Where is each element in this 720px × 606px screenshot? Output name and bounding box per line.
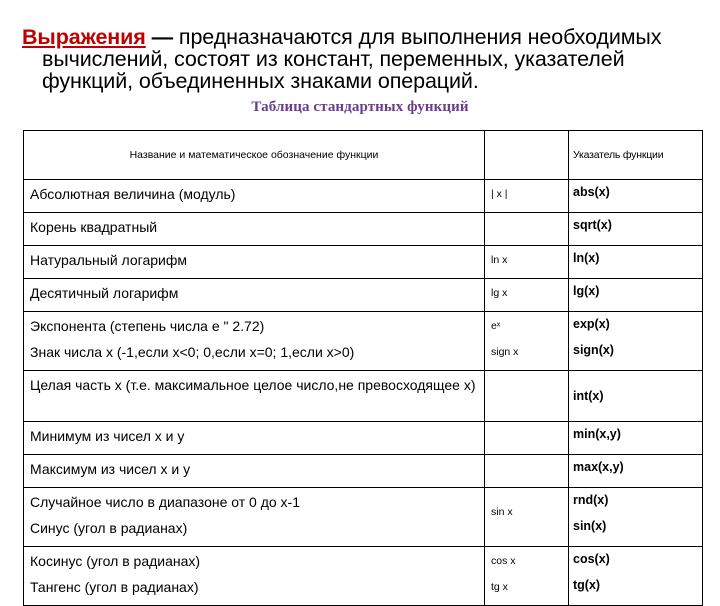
table-row bbox=[24, 312, 703, 371]
table-row bbox=[24, 213, 703, 246]
function-pointer-text: sqrt(x) bbox=[573, 218, 612, 232]
table-row bbox=[24, 547, 703, 606]
function-pointer-text: sin(x) bbox=[573, 519, 607, 533]
function-symbol-cell bbox=[485, 312, 569, 371]
function-symbol-text: | x | bbox=[491, 188, 508, 200]
function-name-text: Натуральный логарифм bbox=[30, 252, 187, 268]
function-name-cell bbox=[24, 246, 485, 279]
function-pointer-cell bbox=[569, 488, 703, 547]
function-pointer-cell bbox=[569, 455, 703, 488]
intro-line-1-rest: предназначаются для выполнения необходимых bbox=[178, 25, 662, 49]
function-name-text: Случайное число в диапазоне от 0 до x-1 bbox=[30, 494, 301, 510]
table-row bbox=[24, 246, 703, 279]
function-name-text: Минимум из чисел x и y bbox=[30, 428, 185, 444]
function-name-cell bbox=[24, 213, 485, 246]
table-row bbox=[24, 279, 703, 312]
term-expressions: Выражения bbox=[22, 25, 146, 49]
function-symbol-text: cos x bbox=[491, 555, 516, 567]
function-name-cell bbox=[24, 279, 485, 312]
function-name-cell bbox=[24, 422, 485, 455]
function-name-text: Максимум из чисел x и y bbox=[30, 461, 191, 477]
table-header-row bbox=[24, 131, 703, 180]
function-name-text: Синус (угол в радианах) bbox=[30, 520, 188, 536]
function-pointer-text: rnd(x) bbox=[573, 493, 609, 507]
function-pointer-cell bbox=[569, 371, 703, 422]
function-pointer-text: min(x,y) bbox=[573, 427, 621, 441]
function-symbol-text: sin x bbox=[491, 506, 513, 518]
function-symbol-text: lg x bbox=[491, 287, 508, 299]
function-name-text: Тангенс (угол в радианах) bbox=[30, 579, 199, 595]
function-pointer-cell bbox=[569, 422, 703, 455]
function-pointer-text: exp(x) bbox=[573, 317, 610, 331]
function-symbol-cell bbox=[485, 279, 569, 312]
function-symbol-cell bbox=[485, 180, 569, 213]
table-row bbox=[24, 422, 703, 455]
function-name-cell bbox=[24, 312, 485, 371]
function-name-cell bbox=[24, 180, 485, 213]
header-name-column: Название и математическое обозначение функции bbox=[24, 131, 485, 180]
function-name-cell bbox=[24, 371, 485, 422]
function-symbol-cell bbox=[485, 488, 569, 547]
function-name-text: Знак числа x (-1,если x<0; 0,если x=0; 1,если x>0) bbox=[30, 344, 355, 360]
function-name-cell bbox=[24, 547, 485, 606]
header-symbol-column bbox=[485, 131, 569, 180]
function-pointer-text: cos(x) bbox=[573, 552, 610, 566]
function-name-text: Корень квадратный bbox=[30, 219, 158, 235]
table-title: Таблица стандартных функций bbox=[251, 99, 469, 115]
intro-line-3: функций, объединенных знаками операций. bbox=[42, 69, 479, 93]
function-pointer-cell bbox=[569, 246, 703, 279]
function-pointer-text: int(x) bbox=[573, 389, 604, 403]
function-symbol-cell bbox=[485, 246, 569, 279]
function-name-cell bbox=[24, 455, 485, 488]
function-pointer-text: ln(x) bbox=[573, 251, 600, 265]
function-pointer-cell bbox=[569, 279, 703, 312]
function-name-text: Целая часть x (т.е. максимальное целое число,не превосходящее x) bbox=[30, 377, 476, 393]
function-pointer-text: tg(x) bbox=[573, 578, 601, 592]
function-pointer-text: max(x,y) bbox=[573, 460, 624, 474]
em-dash: — bbox=[151, 25, 174, 49]
function-name-cell bbox=[24, 488, 485, 547]
function-pointer-cell bbox=[569, 312, 703, 371]
intro-paragraph bbox=[22, 26, 692, 92]
table-row bbox=[24, 455, 703, 488]
function-name-text: Абсолютная величина (модуль) bbox=[30, 186, 236, 202]
standard-functions-table bbox=[23, 130, 703, 606]
function-pointer-cell bbox=[569, 213, 703, 246]
function-symbol-cell bbox=[485, 213, 569, 246]
table-row bbox=[24, 488, 703, 547]
header-pointer-column: Указатель функции bbox=[569, 131, 703, 180]
function-pointer-cell bbox=[569, 547, 703, 606]
function-symbol-cell bbox=[485, 422, 569, 455]
function-symbol-cell bbox=[485, 547, 569, 606]
function-name-text: Экспонента (степень числа e " 2.72) bbox=[30, 318, 265, 334]
function-name-text: Косинус (угол в радианах) bbox=[30, 553, 201, 569]
function-symbol-text: tg x bbox=[491, 581, 508, 593]
intro-line-1 bbox=[22, 26, 692, 48]
table-row bbox=[24, 180, 703, 213]
function-symbol-cell bbox=[485, 455, 569, 488]
function-symbol-text: eˣ bbox=[491, 320, 501, 332]
function-name-text: Десятичный логарифм bbox=[30, 285, 179, 301]
function-symbol-text: sign x bbox=[491, 346, 519, 358]
function-pointer-text: lg(x) bbox=[573, 284, 600, 298]
table-row bbox=[24, 371, 703, 422]
function-symbol-cell bbox=[485, 371, 569, 422]
function-pointer-text: abs(x) bbox=[573, 185, 610, 199]
function-symbol-text: ln x bbox=[491, 254, 508, 266]
function-pointer-cell bbox=[569, 180, 703, 213]
function-pointer-text: sign(x) bbox=[573, 343, 614, 357]
intro-line-2: вычислений, состоят из констант, переменных, указателей bbox=[42, 47, 625, 71]
